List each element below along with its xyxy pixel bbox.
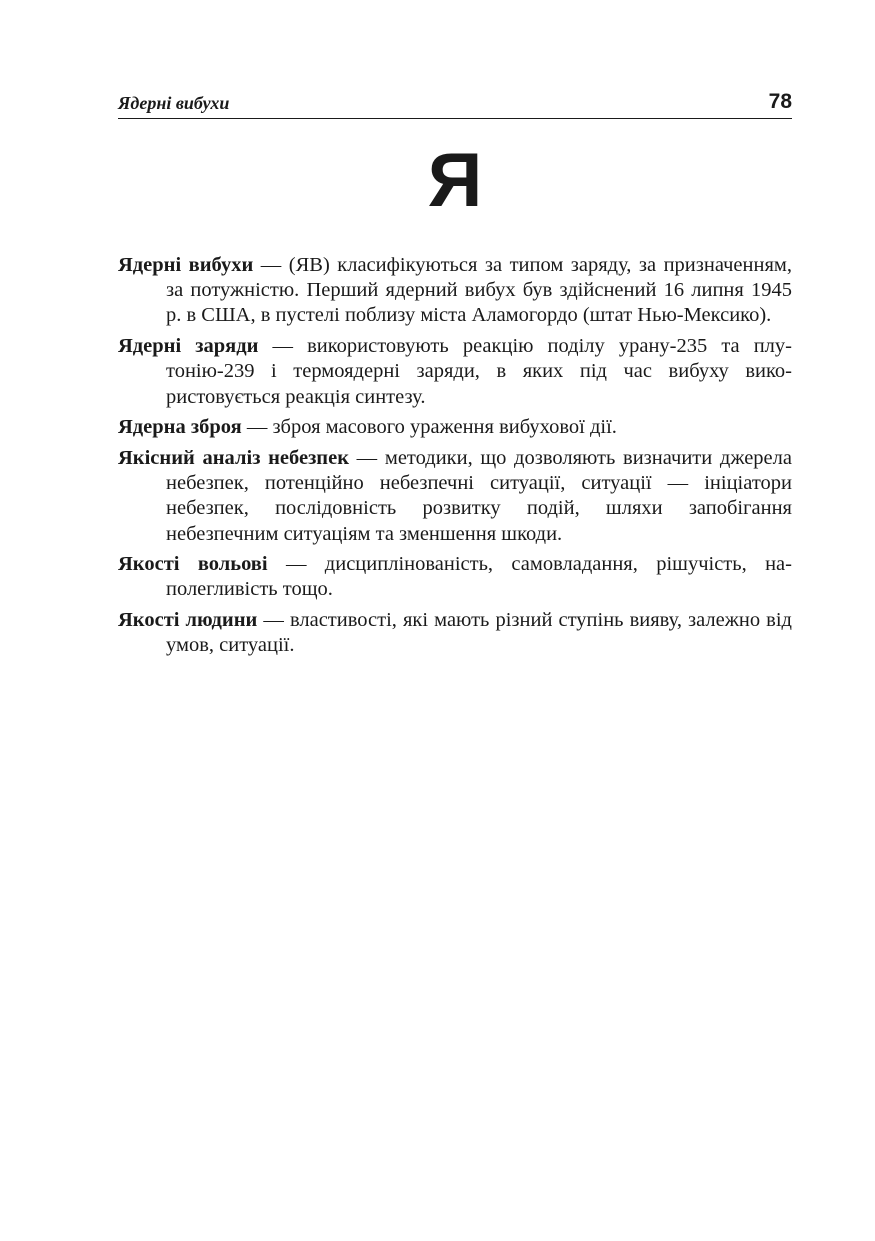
entry-definition: — властивості, які мають різний ступінь вияву, залежно від умов, ситуації. xyxy=(166,609,792,657)
page-number: 78 xyxy=(768,90,792,113)
section-letter: Я xyxy=(427,138,483,223)
glossary-entry xyxy=(118,608,792,658)
entry-definition: — дисциплінованість, самовладання, рішучість, наполегливість тощо. xyxy=(166,553,792,601)
entry-term: Ядерна зброя xyxy=(118,416,242,439)
glossary-entry xyxy=(118,334,792,410)
running-title: Ядерні вибухи xyxy=(118,93,230,113)
entry-definition: — зброя масового ураження вибухової дії. xyxy=(241,416,617,439)
entry-term: Ядерні заряди xyxy=(118,335,259,358)
entry-term: Якості людини xyxy=(118,609,258,632)
running-header xyxy=(118,88,792,119)
glossary-entries xyxy=(118,253,792,659)
entry-definition: — (ЯВ) класифікуються за типом заряду, за призначенням, за потужністю. Перший ядерний вибух був здійснений 16 липня 1945 р. в США, в пустелі поблизу міста Аламогордо (штат Нью-Мексико). xyxy=(166,254,792,327)
glossary-entry xyxy=(118,415,792,440)
entry-term: Ядерні вибухи xyxy=(118,254,254,276)
entry-definition: — використовують реакцію поділу урану-235 та плутонію-239 і термоядерні заряди, в яких під час вибуху використовується реакція синтезу. xyxy=(166,335,792,408)
glossary-entry xyxy=(118,253,792,329)
entry-term: Якості вольові xyxy=(118,553,268,576)
entry-term: Якісний аналіз небезпек xyxy=(118,446,350,469)
glossary-entry xyxy=(118,552,792,602)
glossary-entry xyxy=(118,446,792,547)
page xyxy=(118,88,792,664)
entry-definition: — методики, що дозволяють визначити джерела небезпек, потенційно небезпечні ситуації, ситуації — ініціатори небезпек, послідовність розвитку подій, шляхи запобігання небезпечним ситуаціям та зменшення шкоди. xyxy=(166,446,792,545)
